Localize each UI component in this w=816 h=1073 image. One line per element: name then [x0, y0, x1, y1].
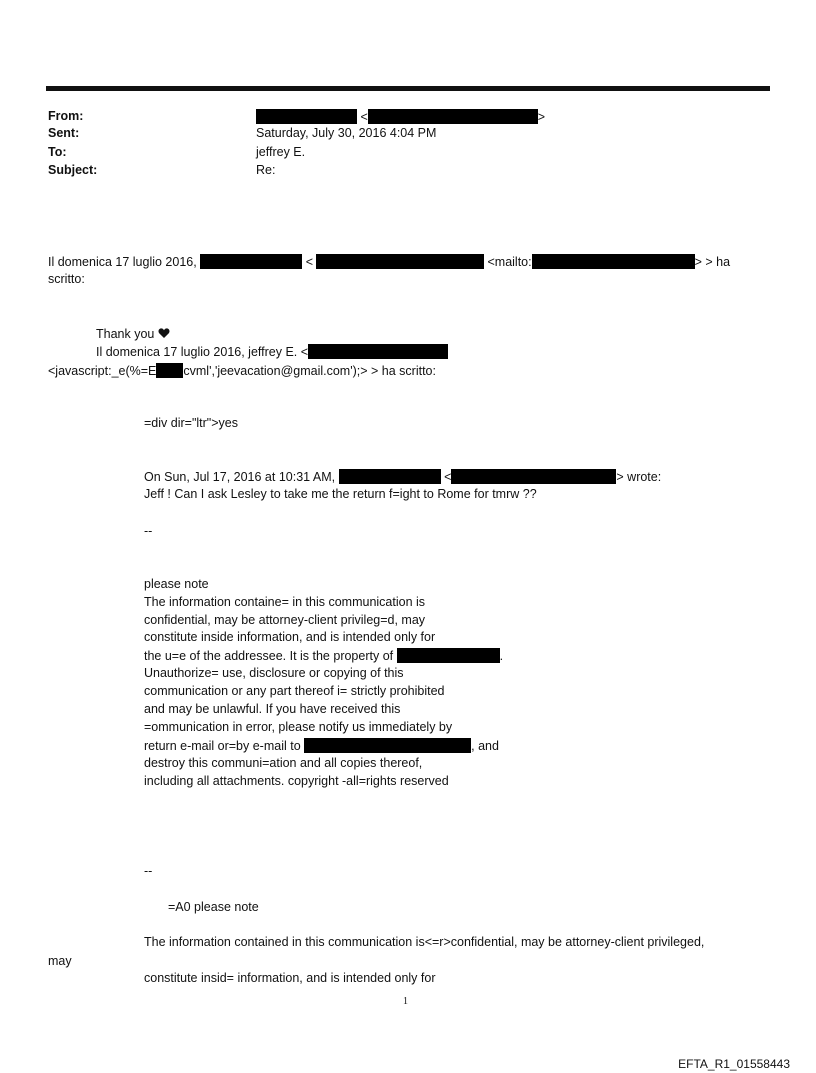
note1-line-11: including all attachments. copyright -all=rights reserved [144, 774, 449, 788]
from-label: From: [48, 109, 84, 123]
div-yes-line: =div dir="ltr">yes [144, 416, 238, 430]
note2-line-2: constitute insid= information, and is intended only for [144, 971, 436, 985]
note2-line-1: The information contained in this communication is<=r>confidential, may be attorney-client privileged, [144, 935, 705, 949]
quote2-line [96, 344, 448, 359]
redacted-email [316, 254, 484, 269]
note1-line-4 [144, 648, 503, 663]
note1-line-4-end: . [499, 649, 504, 663]
quote1-line [48, 254, 730, 269]
separator-dash-2: -- [144, 864, 153, 878]
redacted-name [339, 469, 441, 484]
redacted-email [308, 344, 448, 359]
quote2-line-2 [48, 363, 436, 378]
page-number: 1 [403, 996, 408, 1007]
redacted-name [200, 254, 302, 269]
note1-line-9-text: return e-mail or=by e-mail to [144, 739, 301, 753]
heart-icon [158, 327, 170, 339]
note1-line-10: destroy this communi=ation and all copies thereof, [144, 756, 423, 770]
from-close-bracket: > [537, 110, 546, 124]
on-sun-line [144, 469, 661, 484]
redacted-sender-name [256, 109, 357, 124]
quote2-text-a: Il domenica 17 luglio 2016, jeffrey E. < [96, 345, 309, 359]
note1-line-1: The information containe= in this communication is [144, 595, 426, 609]
subject-value: Re: [256, 163, 276, 177]
document-id: EFTA_R1_01558443 [678, 1057, 790, 1071]
note1-line-6: communication or any part thereof i= strictly prohibited [144, 684, 445, 698]
thanks-text: Thank you [96, 327, 155, 341]
redacted-company [397, 648, 500, 663]
note1-line-5: Unauthorize= use, disclosure or copying of this [144, 666, 404, 680]
quote1-text-b: < [305, 255, 313, 269]
on-sun-text-b: < [444, 470, 452, 484]
on-sun-text-a: On Sun, Jul 17, 2016 at 10:31 AM, [144, 470, 336, 484]
redacted-email [451, 469, 616, 484]
to-value: jeffrey E. [256, 145, 306, 159]
header-rule [46, 86, 770, 91]
to-label: To: [48, 145, 67, 159]
note1-line-9 [144, 738, 499, 753]
from-open-bracket: < [360, 110, 368, 124]
redacted-email [304, 738, 471, 753]
sent-value: Saturday, July 30, 2016 4:04 PM [256, 126, 437, 140]
jeff-request-line: Jeff ! Can I ask Lesley to take me the return f=ight to Rome for tmrw ?? [144, 487, 537, 501]
note1-line-9-end: , and [471, 739, 499, 753]
note1-title: please note [144, 577, 209, 591]
separator-dash-1: -- [144, 524, 153, 538]
quote1-text-c: <mailto: [487, 255, 532, 269]
note1-line-7: and may be unlawful. If you have received this [144, 702, 401, 716]
note1-line-3: constitute inside information, and is intended only for [144, 630, 436, 644]
on-sun-text-c: > wrote: [616, 470, 662, 484]
subject-label: Subject: [48, 163, 98, 177]
redacted-sender-email [368, 109, 538, 124]
redacted-email [532, 254, 695, 269]
thanks-line [96, 327, 170, 341]
from-value [256, 109, 545, 124]
quote1-text-a: Il domenica 17 luglio 2016, [48, 255, 197, 269]
quote1-line-2: scritto: [48, 272, 85, 286]
note1-line-4-text: the u=e of the addressee. It is the property of [144, 649, 394, 663]
note2-title: =A0 please note [168, 900, 259, 914]
sent-label: Sent: [48, 126, 80, 140]
quote1-text-d: > > ha [694, 255, 731, 269]
note2-may: may [48, 954, 72, 968]
quote2-text-b: <javascript:_e(%=E [48, 364, 157, 378]
note1-line-8: =ommunication in error, please notify us immediately by [144, 720, 453, 734]
quote2-text-c: cvml','jeevacation@gmail.com');> > ha scritto: [183, 364, 436, 378]
redacted-fragment [156, 363, 183, 378]
note1-line-2: confidential, may be attorney-client privileg=d, may [144, 613, 426, 627]
